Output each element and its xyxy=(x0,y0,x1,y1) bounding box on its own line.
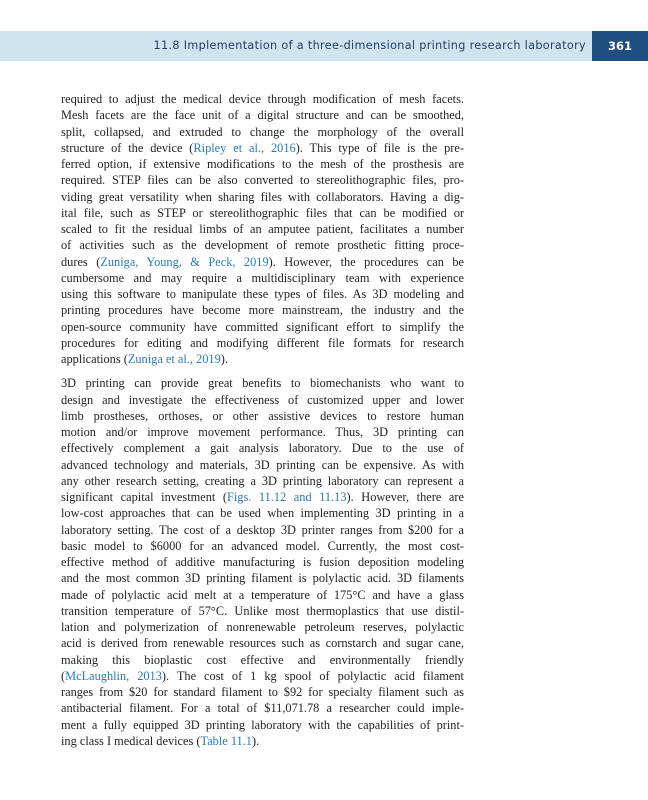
text-line: procedures for editing and modifying different file formats for research xyxy=(61,335,464,350)
text-line: design and investigate the effectiveness of customized upper and lower xyxy=(61,392,464,407)
text-line: ment a fully equipped 3D printing laboratory with the capabilities of print- xyxy=(61,717,464,732)
text-line: basic model to $6000 for an advanced model. Currently, the most cost- xyxy=(61,538,464,553)
text-line: dures (Zuniga, Young, & Peck, 2019). However, the procedures can be xyxy=(61,254,465,269)
text-line: ranges from $20 for standard filament to $92 for specialty filament such as xyxy=(61,685,464,699)
text-line: of activities such as the development of remote prosthetic fitting proce- xyxy=(61,238,464,253)
text-line: (McLaughlin, 2013). The cost of 1 kg spool of polylactic acid filament xyxy=(61,668,464,683)
citation-link[interactable]: McLaughlin, 2013 xyxy=(65,668,162,683)
text-line: split, collapsed, and extruded to change the morphology of the overall xyxy=(61,124,464,139)
text-line: advanced technology and materials, 3D printing can be expensive. As with xyxy=(61,457,464,472)
paragraph xyxy=(61,375,464,749)
citation-link[interactable]: Figs. 11.12 and 11.13 xyxy=(227,490,347,504)
text-line: Mesh facets are the face unit of a digital structure and can be smoothed, xyxy=(61,108,464,123)
text-line: effectively complement a gait analysis laboratory. Due to the use of xyxy=(61,441,464,456)
page-number: 361 xyxy=(592,31,648,61)
text-line: required. STEP files can be also converted to stereolithographic files, pro- xyxy=(61,173,464,188)
text-line: ing class I medical devices (Table 11.1). xyxy=(61,733,260,748)
text-line: laboratory setting. The cost of a desktop 3D printer ranges from $200 for a xyxy=(61,522,464,537)
text-line: lation and polymerization of nonrenewable petroleum reserves, polylactic xyxy=(61,620,464,634)
text-line: 3D printing can provide great benefits to biomechanists who want to xyxy=(61,376,464,391)
text-line: scaled to fit the residual limbs of an amputee patient, facilitates a number xyxy=(61,222,464,236)
paragraph xyxy=(61,91,464,367)
citation-link[interactable]: Zuniga et al., 2019 xyxy=(127,352,221,366)
text-line: printing procedures have become more mainstream, the industry and the xyxy=(61,303,464,318)
text-line: ital file, such as STEP or stereolithographic files that can be modified or xyxy=(61,205,464,220)
text-line: applications (Zuniga et al., 2019). xyxy=(61,352,228,366)
text-line: viding great versatility when sharing files with collaborators. Having a dig- xyxy=(61,189,464,204)
body-text xyxy=(61,91,464,749)
citation-link[interactable]: Zuniga, Young, & Peck, 2019 xyxy=(100,254,269,269)
citation-link[interactable]: Table 11.1 xyxy=(200,733,252,748)
text-line: acid is derived from renewable resources such as cornstarch and sugar cane, xyxy=(61,636,464,651)
text-line: ferred option, if extensive modifications to the mesh of the prosthesis are xyxy=(61,157,464,171)
text-line: making this bioplastic cost effective and environmentally friendly xyxy=(61,652,464,667)
text-line: effective method of additive manufacturing is fusion deposition modeling xyxy=(61,555,464,569)
text-line: using this software to manipulate these types of files. As 3D modeling and xyxy=(61,287,464,301)
running-head: 11.8 Implementation of a three-dimensional printing research laboratory xyxy=(153,39,586,52)
text-line: any other research setting, creating a 3D printing laboratory can represent a xyxy=(61,473,464,488)
text-line: low-cost approaches that can be used when implementing 3D printing in a xyxy=(61,506,464,521)
text-line: transition temperature of 57°C. Unlike most thermoplastics that use distil- xyxy=(61,603,464,618)
text-line: structure of the device (Ripley et al., 2016). This type of file is the pre- xyxy=(61,140,464,155)
text-line: cumbersome and may require a multidisciplinary team with experience xyxy=(61,270,464,285)
text-line: made of polylactic acid melt at a temperature of 175°C and have a glass xyxy=(61,587,464,602)
text-line: significant capital investment (Figs. 11.12 and 11.13). However, there are xyxy=(61,490,464,504)
text-line: and the most common 3D printing filament is polylactic acid. 3D filaments xyxy=(61,571,464,586)
text-line: antibacterial filament. For a total of $11,071.78 a researcher could imple- xyxy=(61,701,464,716)
text-line: required to adjust the medical device through modification of mesh facets. xyxy=(61,92,464,106)
citation-link[interactable]: Ripley et al., 2016 xyxy=(193,140,296,155)
text-line: open-source community have committed significant effort to simplify the xyxy=(61,319,464,334)
text-line: limb prostheses, orthoses, or other assistive devices to restore human xyxy=(61,408,464,423)
text-line: motion and/or improve movement performance. Thus, 3D printing can xyxy=(61,425,464,439)
